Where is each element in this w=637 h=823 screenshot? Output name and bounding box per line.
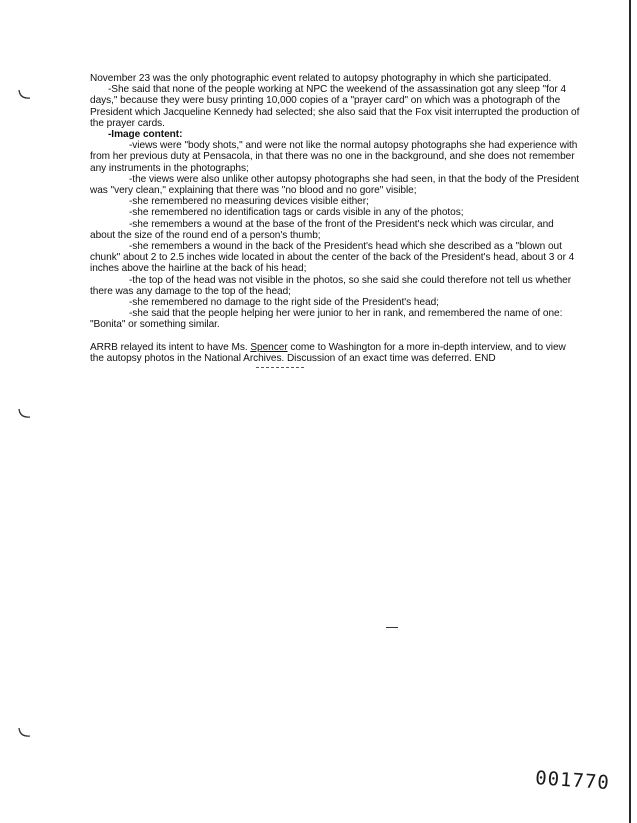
image-content-heading: -Image content: (108, 129, 183, 141)
document-body (90, 73, 580, 364)
list-item: -she remembered no identification tags or cards visible in any of the photos; (129, 207, 464, 219)
handwritten-overline (256, 367, 304, 368)
stray-mark (386, 627, 398, 628)
list-item: -she said that the people helping her were junior to her in rank, and remembered the name of one: "Bonita" or something similar. (90, 308, 563, 331)
binder-hole-mark (17, 727, 31, 739)
list-item: -she remembers a wound at the base of the front of the President's neck which was circular, and about the size of the round end of a person's thumb; (90, 218, 554, 241)
list-item: -she remembered no damage to the right side of the President's head; (129, 297, 439, 309)
page-edge (629, 0, 631, 823)
paragraph-gap (90, 331, 580, 342)
intro-paragraph: November 23 was the only photographic event related to autopsy photography in which she participated. (90, 73, 552, 84)
binder-hole-mark (17, 408, 31, 420)
list-item: -the top of the head was not visible in the photos, so she said she could therefore not tell us whether there was any damage to the top of the head; (90, 274, 572, 297)
list-item: -she remembers a wound in the back of the President's head which she described as a "blown out chunk" about 2 to 2.5 inches wide located in about the center of the back of the President's head, about 3 or 4 inches above the hairline at the back of his head; (90, 241, 575, 275)
closing-text-start: ARRB relayed its intent to have Ms. (90, 341, 251, 353)
closing-text-end: come to Washington for a more in-depth interview, and to view the autopsy photos in the National Archives. Discussion of an exact time was deferred. END (90, 341, 566, 364)
closing-paragraph (90, 342, 580, 364)
bates-stamp-number: 001770 (534, 767, 611, 795)
spencer-name: Spencer (250, 341, 288, 353)
npc-paragraph: -She said that none of the people working at NPC the weekend of the assassination got any sleep "for 4 days," because they were busy printing 10,000 copies of a "prayer card" on which was a photograph of the President which Jacqueline Kennedy had selected; she also said that the Fox visit interrupted the production of the prayer cards. (90, 84, 580, 129)
list-item: -the views were also unlike other autopsy photographs she had seen, in that the body of the President was "very clean," explaining that there was "no blood and no gore" visible; (90, 173, 580, 197)
list-item: -she remembered no measuring devices visible either; (129, 196, 369, 208)
binder-hole-mark (17, 89, 31, 101)
list-item: -views were "body shots," and were not like the normal autopsy photographs she had experience with from her previous duty at Pensacola, in that there was no one in the background, and she does not remember any instruments in the photographs; (90, 140, 578, 174)
